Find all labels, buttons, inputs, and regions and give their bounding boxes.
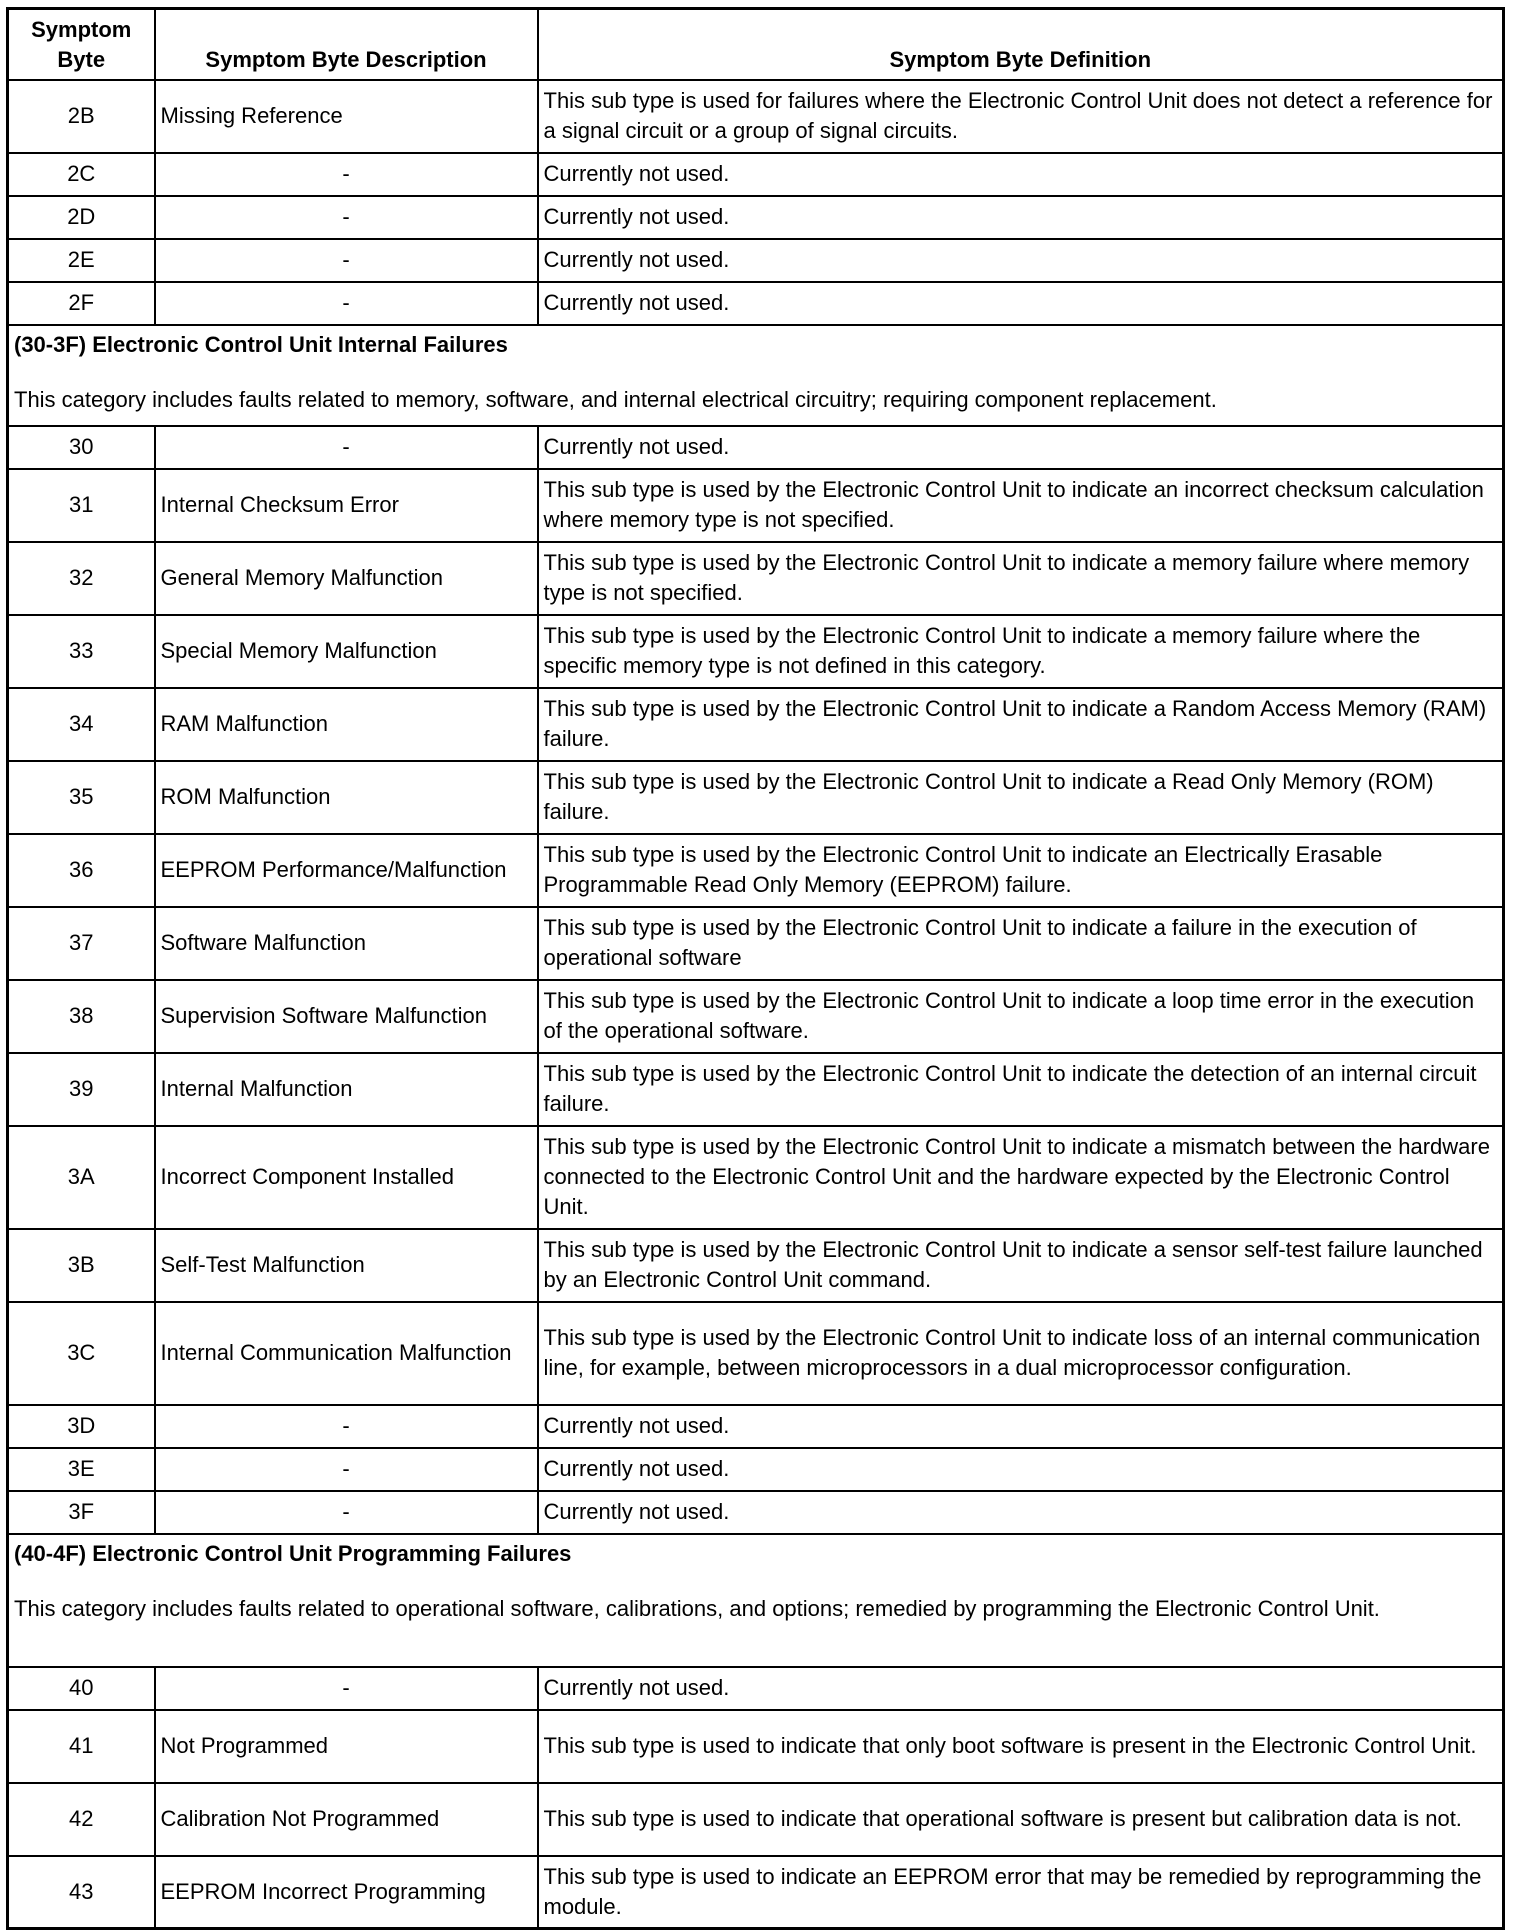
- symptom-byte-cell: 3B: [8, 1229, 155, 1302]
- definition-cell: This sub type is used by the Electronic Control Unit to indicate the detection of an internal circuit failure.: [538, 1053, 1504, 1126]
- description-cell: EEPROM Performance/Malfunction: [155, 834, 538, 907]
- definition-cell: This sub type is used by the Electronic Control Unit to indicate a Random Access Memory (RAM) failure.: [538, 688, 1504, 761]
- section-description: This category includes faults related to operational software, calibrations, and options; remedied by programming the Electronic Control Unit.: [14, 1595, 1380, 1621]
- table-row: [8, 1229, 1504, 1302]
- description-cell: Special Memory Malfunction: [155, 615, 538, 688]
- description-cell: Incorrect Component Installed: [155, 1126, 538, 1229]
- symptom-byte-cell: 38: [8, 980, 155, 1053]
- symptom-byte-cell: 3E: [8, 1448, 155, 1491]
- description-cell: -: [155, 196, 538, 239]
- description-cell: -: [155, 1405, 538, 1448]
- symptom-byte-cell: 30: [8, 426, 155, 469]
- definition-cell: This sub type is used to indicate that operational software is present but calibration data is not.: [538, 1783, 1504, 1856]
- definition-cell: This sub type is used by the Electronic Control Unit to indicate an Electrically Erasable Programmable Read Only Memory (EEPROM) failure.: [538, 834, 1504, 907]
- table-header-row: [8, 9, 1504, 80]
- description-cell: EEPROM Incorrect Programming: [155, 1856, 538, 1929]
- definition-cell: This sub type is used by the Electronic Control Unit to indicate a loop time error in the execution of the operational software.: [538, 980, 1504, 1053]
- definition-cell: This sub type is used by the Electronic Control Unit to indicate a sensor self-test failure launched by an Electronic Control Unit command.: [538, 1229, 1504, 1302]
- symptom-byte-cell: 40: [8, 1667, 155, 1710]
- description-cell: Self-Test Malfunction: [155, 1229, 538, 1302]
- table-row: [8, 907, 1504, 980]
- symptom-byte-cell: 2E: [8, 239, 155, 282]
- symptom-byte-cell: 35: [8, 761, 155, 834]
- description-cell: -: [155, 1667, 538, 1710]
- description-cell: -: [155, 153, 538, 196]
- symptom-byte-cell: 42: [8, 1783, 155, 1856]
- symptom-byte-cell: 37: [8, 907, 155, 980]
- definition-cell: This sub type is used to indicate that only boot software is present in the Electronic Control Unit.: [538, 1710, 1504, 1783]
- definition-cell: Currently not used.: [538, 1448, 1504, 1491]
- table-row: [8, 153, 1504, 196]
- header-description: Symptom Byte Description: [155, 9, 538, 80]
- definition-cell: This sub type is used by the Electronic Control Unit to indicate an incorrect checksum calculation where memory type is not specified.: [538, 469, 1504, 542]
- description-cell: Internal Checksum Error: [155, 469, 538, 542]
- header-symptom-byte: Symptom Byte: [8, 9, 155, 80]
- definition-cell: Currently not used.: [538, 196, 1504, 239]
- symptom-byte-cell: 36: [8, 834, 155, 907]
- table-row: [8, 688, 1504, 761]
- section-description: This category includes faults related to memory, software, and internal electrical circuitry; requiring component replacement.: [14, 386, 1217, 412]
- definition-cell: This sub type is used by the Electronic Control Unit to indicate a mismatch between the hardware connected to the Electronic Control Unit and the hardware expected by the Electronic Control Unit.: [538, 1126, 1504, 1229]
- symptom-byte-cell: 2B: [8, 80, 155, 153]
- description-cell: Internal Malfunction: [155, 1053, 538, 1126]
- symptom-byte-cell: 2D: [8, 196, 155, 239]
- definition-cell: Currently not used.: [538, 282, 1504, 325]
- symptom-byte-cell: 3C: [8, 1302, 155, 1405]
- section-title: (30-3F) Electronic Control Unit Internal Failures: [14, 331, 508, 357]
- definition-cell: Currently not used.: [538, 426, 1504, 469]
- definition-cell: Currently not used.: [538, 239, 1504, 282]
- description-cell: Calibration Not Programmed: [155, 1783, 538, 1856]
- header-definition: Symptom Byte Definition: [538, 9, 1504, 80]
- section-title: (40-4F) Electronic Control Unit Programming Failures: [14, 1540, 572, 1566]
- symptom-byte-table: [6, 7, 1505, 1930]
- table-row: [8, 1405, 1504, 1448]
- definition-cell: This sub type is used by the Electronic Control Unit to indicate a failure in the execution of operational software: [538, 907, 1504, 980]
- table-row: [8, 761, 1504, 834]
- symptom-byte-cell: 3F: [8, 1491, 155, 1534]
- definition-cell: Currently not used.: [538, 153, 1504, 196]
- symptom-byte-cell: 33: [8, 615, 155, 688]
- definition-cell: This sub type is used by the Electronic Control Unit to indicate a memory failure where memory type is not specified.: [538, 542, 1504, 615]
- symptom-byte-cell: 39: [8, 1053, 155, 1126]
- description-cell: -: [155, 1448, 538, 1491]
- definition-cell: This sub type is used by the Electronic Control Unit to indicate loss of an internal communication line, for example, between microprocessors in a dual microprocessor configuration.: [538, 1302, 1504, 1405]
- table-row: [8, 469, 1504, 542]
- definition-cell: Currently not used.: [538, 1491, 1504, 1534]
- description-cell: -: [155, 239, 538, 282]
- table-row: [8, 542, 1504, 615]
- table-row: [8, 1491, 1504, 1534]
- symptom-byte-cell: 32: [8, 542, 155, 615]
- description-cell: -: [155, 426, 538, 469]
- description-cell: Not Programmed: [155, 1710, 538, 1783]
- symptom-byte-cell: 2F: [8, 282, 155, 325]
- table-row: [8, 1856, 1504, 1929]
- description-cell: General Memory Malfunction: [155, 542, 538, 615]
- table-row: [8, 1710, 1504, 1783]
- definition-cell: Currently not used.: [538, 1667, 1504, 1710]
- symptom-byte-cell: 34: [8, 688, 155, 761]
- table-row: [8, 239, 1504, 282]
- description-cell: Missing Reference: [155, 80, 538, 153]
- symptom-byte-cell: 2C: [8, 153, 155, 196]
- table-row: [8, 1053, 1504, 1126]
- table-row: [8, 196, 1504, 239]
- table-row: [8, 834, 1504, 907]
- symptom-byte-cell: 41: [8, 1710, 155, 1783]
- description-cell: Internal Communication Malfunction: [155, 1302, 538, 1405]
- table-row: [8, 1667, 1504, 1710]
- symptom-byte-cell: 31: [8, 469, 155, 542]
- table-row: [8, 282, 1504, 325]
- definition-cell: This sub type is used to indicate an EEPROM error that may be remedied by reprogramming the module.: [538, 1856, 1504, 1929]
- table-row: [8, 1126, 1504, 1229]
- table-row: [8, 1302, 1504, 1405]
- symptom-byte-cell: 43: [8, 1856, 155, 1929]
- definition-cell: This sub type is used by the Electronic Control Unit to indicate a Read Only Memory (ROM) failure.: [538, 761, 1504, 834]
- description-cell: -: [155, 282, 538, 325]
- table-row: [8, 80, 1504, 153]
- description-cell: ROM Malfunction: [155, 761, 538, 834]
- table-row: [8, 1448, 1504, 1491]
- table-row: [8, 615, 1504, 688]
- description-cell: Supervision Software Malfunction: [155, 980, 538, 1053]
- table-row: [8, 426, 1504, 469]
- section-row-internal-failures: [8, 325, 1504, 426]
- table-row: [8, 980, 1504, 1053]
- symptom-byte-cell: 3D: [8, 1405, 155, 1448]
- definition-cell: Currently not used.: [538, 1405, 1504, 1448]
- section-row-programming-failures: [8, 1534, 1504, 1667]
- symptom-byte-cell: 3A: [8, 1126, 155, 1229]
- description-cell: -: [155, 1491, 538, 1534]
- definition-cell: This sub type is used for failures where the Electronic Control Unit does not detect a reference for a signal circuit or a group of signal circuits.: [538, 80, 1504, 153]
- table-row: [8, 1783, 1504, 1856]
- description-cell: RAM Malfunction: [155, 688, 538, 761]
- definition-cell: This sub type is used by the Electronic Control Unit to indicate a memory failure where the specific memory type is not defined in this category.: [538, 615, 1504, 688]
- description-cell: Software Malfunction: [155, 907, 538, 980]
